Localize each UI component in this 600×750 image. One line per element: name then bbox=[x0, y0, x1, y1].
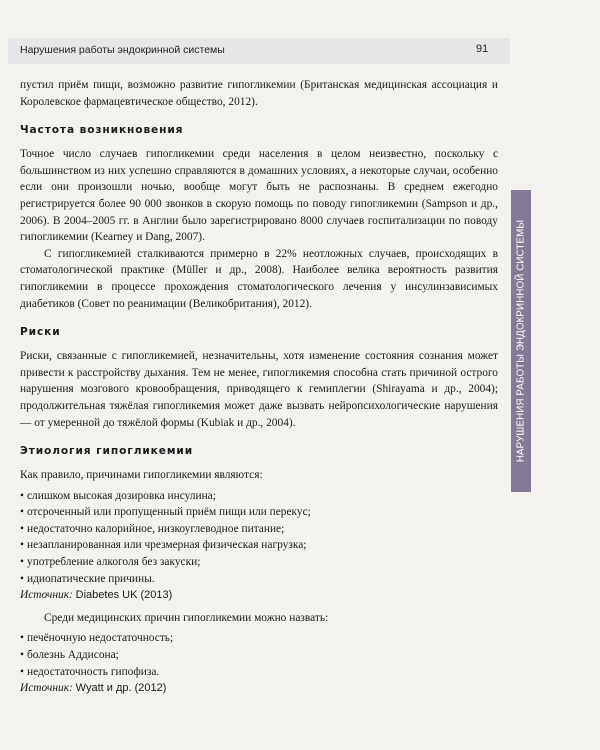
causes-list bbox=[20, 488, 498, 588]
list-item: • болезнь Аддисона; bbox=[20, 647, 498, 664]
list-item: • недостаточно калорийное, низкоуглеводное питание; bbox=[20, 521, 498, 538]
source-label: Источник: bbox=[20, 682, 73, 695]
source-text: Wyatt и др. (2012) bbox=[75, 682, 167, 695]
risks-paragraph: Риски, связанные с гипогликемией, незначительны, хотя изменение состояния сознания может привести к расстройству дыхания. Тем не менее, гипогликемия способна стать причиной острого нарушения мозгового кровообращения, приводящего к гемиплегии (Shirayama и др., 2004); продолжительная тяжёлая гипогликемия может даже вызвать нейропсихологические нарушения — от умеренной до тяжёлой формы (Kubiak и др., 2004). bbox=[20, 350, 498, 429]
medical-causes-list bbox=[20, 630, 498, 680]
section-heading-etiology: Этиология гипогликемии bbox=[20, 445, 194, 458]
list-item: • незапланированная или чрезмерная физическая нагрузка; bbox=[20, 537, 498, 554]
source-label: Источник: bbox=[20, 589, 73, 602]
section-heading-risks: Риски bbox=[20, 326, 61, 339]
etiology-intro: Как правило, причинами гипогликемии являются: bbox=[20, 469, 263, 482]
list-item: • слишком высокая дозировка инсулина; bbox=[20, 488, 498, 505]
list-item: • печёночную недостаточность; bbox=[20, 630, 498, 647]
page-number: 91 bbox=[476, 43, 489, 55]
list-item: • идиопатические причины. bbox=[20, 571, 498, 588]
source-citation-1 bbox=[20, 587, 498, 604]
intro-paragraph: пустил приём пищи, возможно развитие гипогликемии (Британская медицинская ассоциация и Королевское фармацевтическое общество, 2012). bbox=[20, 79, 498, 108]
section-heading-frequency: Частота возникновения bbox=[20, 124, 184, 137]
list-item: • отсроченный или пропущенный приём пищи или перекус; bbox=[20, 504, 498, 521]
page-body bbox=[20, 77, 498, 697]
frequency-paragraph-1: Точное число случаев гипогликемии среди населения в целом неизвестно, поскольку с большинством из них успешно справляются в домашних условиях, а некоторые случаи, особенно если они произошли ночью, вообще могут быть не распознаны. В среднем ежегодно регистрируется более 90 000 звонков в скорую помощь по поводу гипогликемии (Sampson и др., 2006). В 2004–2005 гг. в Англии было зарегистрировано 8000 случаев госпитализации по поводу гипогликемии (Kearney и Dang, 2007). bbox=[20, 148, 498, 244]
running-header-title: Нарушения работы эндокринной системы bbox=[20, 44, 225, 56]
medical-causes-intro: Среди медицинских причин гипогликемии можно назвать: bbox=[44, 611, 329, 624]
source-text: Diabetes UK (2013) bbox=[75, 589, 173, 602]
list-item: • употребление алкоголя без закуски; bbox=[20, 554, 498, 571]
list-item: • недостаточность гипофиза. bbox=[20, 664, 498, 681]
source-citation-2 bbox=[20, 680, 498, 697]
chapter-side-tab-label: НАРУШЕНИЯ РАБОТЫ ЭНДОКРИННОЙ СИСТЕМЫ bbox=[515, 219, 527, 463]
frequency-paragraph-2: С гипогликемией сталкиваются примерно в 22% неотложных случаев, происходящих в стоматологической практике (Müller и др., 2008). Наиболее велика вероятность развития гипогликемии в процессе прохождения стоматологического лечения у инсулинзависимых диабетиков (Совет по реанимации (Великобритания), 2012). bbox=[20, 247, 498, 310]
